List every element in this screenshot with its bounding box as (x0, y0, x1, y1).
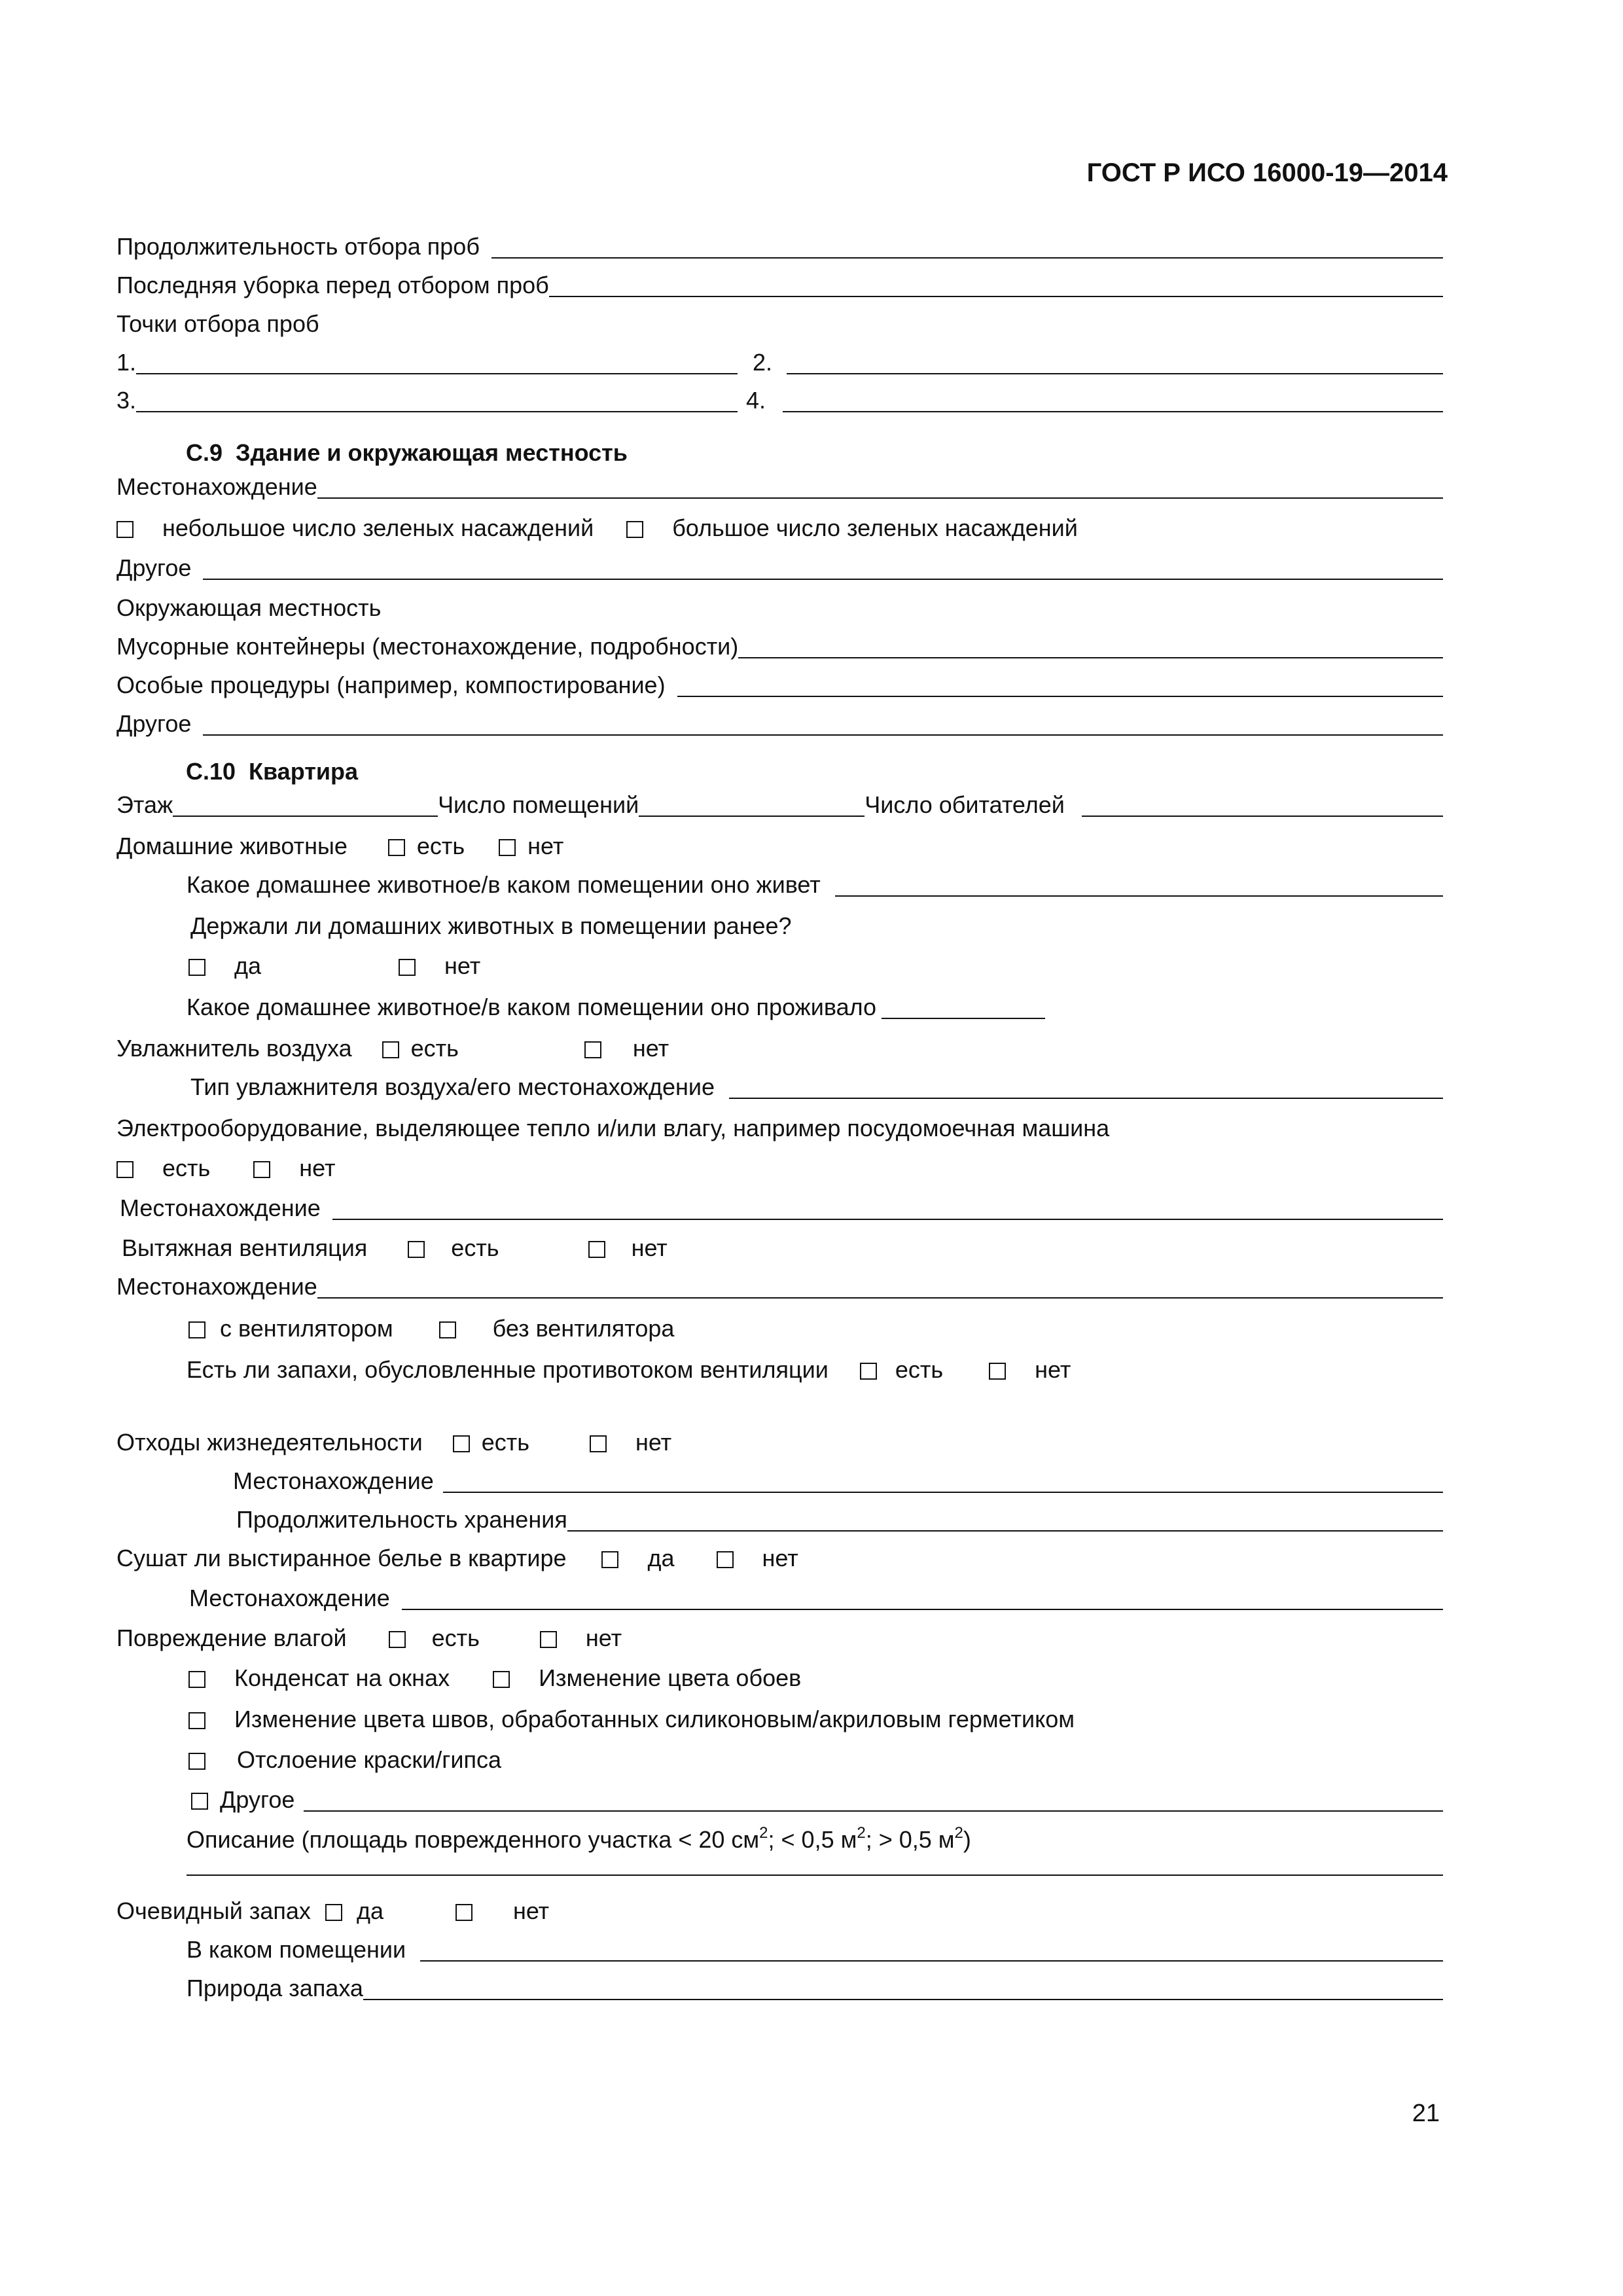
odor-row (116, 1888, 1443, 1927)
seams-checkbox[interactable] (188, 1712, 205, 1729)
sampling-point-2-label: 2. (753, 349, 773, 376)
appliances-no-checkbox[interactable] (253, 1161, 270, 1178)
odor-no-label: нет (512, 1897, 550, 1924)
c9-garbage-field[interactable] (738, 657, 1443, 658)
waste-location-row (233, 1458, 1443, 1497)
moisture-other-row (191, 1776, 1443, 1816)
pets-before-yes-checkbox[interactable] (188, 959, 205, 976)
few-green-label: небольшое число зеленых насаждений (162, 514, 594, 541)
occupants-field[interactable] (1082, 816, 1443, 817)
which-room-row (187, 1926, 1443, 1965)
which-room-field[interactable] (420, 1960, 1443, 1962)
sampling-duration-row (116, 223, 1443, 262)
appliances-options-row (116, 1145, 1443, 1184)
moisture-yes-checkbox[interactable] (389, 1631, 406, 1648)
section-c10-title: С.10 Квартира (186, 758, 358, 785)
condensate-row (188, 1655, 1432, 1694)
sampling-duration-field[interactable] (491, 257, 1443, 259)
c9-special-label: Особые процедуры (например, компостирование) (116, 672, 666, 698)
laundry-location-row (189, 1575, 1443, 1614)
humidifier-no-checkbox[interactable] (584, 1041, 601, 1058)
many-green-label: большое число зеленых насаждений (672, 514, 1078, 541)
which-pet-before-label: Какое домашнее животное/в каком помещении оно проживало (187, 994, 877, 1020)
sampling-point-4-row (746, 377, 1443, 416)
c9-other-label: Другое (116, 554, 192, 581)
humidifier-type-label: Тип увлажнителя воздуха/его местонахождение (190, 1073, 715, 1100)
last-cleaning-row (116, 262, 1443, 301)
sampling-point-3-field[interactable] (136, 411, 738, 412)
storage-duration-row (236, 1496, 1443, 1535)
pets-no-label: нет (527, 833, 564, 859)
c9-surroundings-row (116, 584, 1443, 624)
waste-yes-checkbox[interactable] (453, 1435, 470, 1452)
waste-location-field[interactable] (443, 1492, 1443, 1493)
c9-special-field[interactable] (677, 696, 1443, 697)
pets-before-row (190, 903, 1434, 942)
c9-other2-row (116, 700, 1443, 740)
odor-nature-label: Природа запаха (187, 1975, 363, 2001)
pets-row (116, 823, 1443, 862)
pets-before-no-checkbox[interactable] (399, 959, 416, 976)
section-c9-heading (186, 429, 1168, 469)
appliances-location-label: Местонахождение (120, 1194, 321, 1221)
exhaust-yes-label: есть (451, 1234, 499, 1261)
seams-row (188, 1696, 1432, 1735)
description-field[interactable] (187, 1874, 1443, 1876)
which-pet-before-row (187, 984, 1443, 1023)
pets-yes-checkbox[interactable] (388, 839, 405, 856)
sampling-duration-label: Продолжительность отбора проб (116, 233, 480, 260)
backflow-row (187, 1346, 1443, 1386)
c9-special-row (116, 662, 1443, 701)
waste-no-label: нет (635, 1429, 672, 1456)
last-cleaning-field[interactable] (549, 296, 1443, 297)
sampling-point-3-label: 3. (116, 387, 137, 414)
laundry-row (116, 1535, 1443, 1574)
exhaust-label: Вытяжная вентиляция (122, 1234, 368, 1261)
condensate-checkbox[interactable] (188, 1671, 205, 1688)
moisture-label: Повреждение влагой (116, 1624, 347, 1651)
peeling-row (188, 1736, 1432, 1776)
laundry-no-label: нет (762, 1545, 798, 1571)
appliances-no-label: нет (299, 1155, 336, 1181)
sampling-point-2-field[interactable] (787, 373, 1443, 374)
sampling-point-3-row (116, 377, 738, 416)
without-fan-label: без вентилятора (492, 1315, 675, 1342)
moisture-no-label: нет (585, 1624, 622, 1651)
odor-nature-row (187, 1965, 1443, 2004)
waste-yes-label: есть (481, 1429, 529, 1456)
laundry-no-checkbox[interactable] (717, 1551, 734, 1568)
page-number: 21 (1412, 2100, 1440, 2127)
laundry-yes-checkbox[interactable] (601, 1551, 618, 1568)
section-c9-title: С.9 Здание и окружающая местность (186, 439, 628, 466)
wallpaper-label: Изменение цвета обоев (539, 1664, 802, 1691)
which-pet-field[interactable] (835, 895, 1443, 897)
document-id: ГОСТ Р ИСО 16000-19—2014 (1086, 158, 1448, 187)
storage-duration-field[interactable] (567, 1530, 1443, 1532)
humidifier-type-field[interactable] (729, 1098, 1443, 1099)
appliances-location-field[interactable] (332, 1219, 1443, 1220)
rooms-label: Число помещений (438, 791, 639, 818)
waste-label: Отходы жизнедеятельности (116, 1429, 423, 1456)
storage-duration-label: Продолжительность хранения (236, 1506, 567, 1533)
c9-garbage-row (116, 623, 1443, 662)
c9-other-row (116, 545, 1443, 584)
without-fan-checkbox[interactable] (439, 1321, 456, 1338)
c9-surroundings-label: Окружающая местность (116, 594, 382, 621)
humidifier-label: Увлажнитель воздуха (116, 1035, 352, 1062)
moisture-row (116, 1615, 1443, 1654)
exhaust-row (122, 1225, 1443, 1264)
appliances-yes-label: есть (162, 1155, 211, 1181)
laundry-location-label: Местонахождение (189, 1585, 390, 1611)
rooms-field[interactable] (639, 816, 865, 817)
waste-no-checkbox[interactable] (590, 1435, 607, 1452)
odor-nature-field[interactable] (363, 1999, 1443, 2000)
which-pet-label: Какое домашнее животное/в каком помещении оно живет (187, 871, 821, 898)
floor-field[interactable] (173, 816, 438, 817)
backflow-no-label: нет (1035, 1356, 1071, 1383)
pets-yes-label: есть (416, 833, 465, 859)
which-pet-row (187, 861, 1443, 901)
appliances-row (116, 1105, 1443, 1144)
exhaust-no-checkbox[interactable] (588, 1241, 605, 1258)
with-fan-checkbox[interactable] (188, 1321, 205, 1338)
humidifier-type-row (190, 1064, 1443, 1103)
c9-location-label: Местонахождение (116, 473, 317, 500)
with-fan-label: с вентилятором (220, 1315, 393, 1342)
backflow-no-checkbox[interactable] (989, 1363, 1006, 1380)
pets-before-options-row (188, 942, 1432, 982)
c9-greenery-row (116, 505, 1443, 544)
few-green-checkbox[interactable] (116, 521, 134, 538)
humidifier-no-label: нет (632, 1035, 669, 1062)
moisture-other-checkbox[interactable] (191, 1793, 208, 1810)
appliances-yes-checkbox[interactable] (116, 1161, 134, 1178)
c9-garbage-label: Мусорные контейнеры (местонахождение, подробности) (116, 633, 739, 660)
sampling-points-label: Точки отбора проб (116, 310, 319, 337)
many-green-checkbox[interactable] (626, 521, 643, 538)
sampling-point-2-row (753, 339, 1443, 378)
sampling-point-1-row (116, 339, 738, 378)
odor-no-checkbox[interactable] (455, 1904, 473, 1921)
waste-row (116, 1419, 1443, 1458)
sampling-point-4-label: 4. (746, 387, 766, 414)
floor-label: Этаж (116, 791, 173, 818)
description-label: Описание (площадь поврежденного участка < 20 $см^2$; < 0,5 $м^2$; > 0,5 $м^2$) (187, 1824, 971, 1853)
last-cleaning-label: Последняя уборка перед отбором проб (116, 272, 549, 298)
exhaust-location-label: Местонахождение (116, 1273, 317, 1300)
pets-before-question: Держали ли домашних животных в помещении ранее? (190, 912, 792, 939)
backflow-yes-label: есть (895, 1356, 944, 1383)
humidifier-row (116, 1025, 1443, 1064)
sampling-point-4-field[interactable] (783, 411, 1443, 412)
peeling-label: Отслоение краски/гипса (237, 1746, 501, 1773)
backflow-yes-checkbox[interactable] (860, 1363, 877, 1380)
laundry-location-field[interactable] (402, 1609, 1443, 1610)
c9-location-field[interactable] (317, 497, 1443, 499)
description-line-row (187, 1840, 1443, 1880)
pets-no-checkbox[interactable] (499, 839, 516, 856)
c9-other2-field[interactable] (203, 734, 1443, 736)
odor-yes-checkbox[interactable] (325, 1904, 342, 1921)
pets-before-no-label: нет (444, 952, 481, 979)
c9-location-row (116, 463, 1443, 503)
odor-label: Очевидный запах (116, 1897, 311, 1924)
humidifier-yes-label: есть (410, 1035, 459, 1062)
seams-label: Изменение цвета швов, обработанных силиконовым/акриловым герметиком (234, 1706, 1075, 1732)
appliances-location-row (120, 1185, 1443, 1224)
laundry-yes-label: да (647, 1545, 675, 1571)
appliances-label: Электрооборудование, выделяющее тепло и/или влагу, например посудомоечная машина (116, 1115, 1110, 1141)
which-pet-before-field[interactable] (882, 1018, 1045, 1019)
peeling-checkbox[interactable] (188, 1753, 205, 1770)
c9-other2-label: Другое (116, 710, 192, 737)
exhaust-location-field[interactable] (317, 1297, 1443, 1299)
sampling-point-1-label: 1. (116, 349, 137, 376)
backflow-question: Есть ли запахи, обусловленные противотоком вентиляции (187, 1356, 829, 1383)
sampling-points-heading-row (116, 300, 1443, 340)
fan-options-row (188, 1305, 1432, 1344)
exhaust-no-label: нет (631, 1234, 668, 1261)
sampling-point-1-field[interactable] (136, 373, 738, 374)
occupants-label: Число обитателей (865, 791, 1065, 818)
moisture-no-checkbox[interactable] (540, 1631, 557, 1648)
humidifier-yes-checkbox[interactable] (382, 1041, 399, 1058)
pets-label: Домашние животные (116, 833, 348, 859)
c10-floor-row (116, 781, 1443, 821)
exhaust-yes-checkbox[interactable] (408, 1241, 425, 1258)
which-room-label: В каком помещении (187, 1936, 406, 1963)
moisture-other-field[interactable] (304, 1810, 1443, 1812)
c9-other-field[interactable] (203, 579, 1443, 580)
waste-location-label: Местонахождение (233, 1467, 434, 1494)
wallpaper-checkbox[interactable] (493, 1671, 510, 1688)
moisture-other-label: Другое (220, 1786, 295, 1813)
laundry-label: Сушат ли выстиранное белье в квартире (116, 1545, 567, 1571)
pets-before-yes-label: да (234, 952, 262, 979)
exhaust-location-row (116, 1263, 1443, 1302)
moisture-yes-label: есть (431, 1624, 480, 1651)
odor-yes-label: да (356, 1897, 383, 1924)
condensate-label: Конденсат на окнах (234, 1664, 450, 1691)
